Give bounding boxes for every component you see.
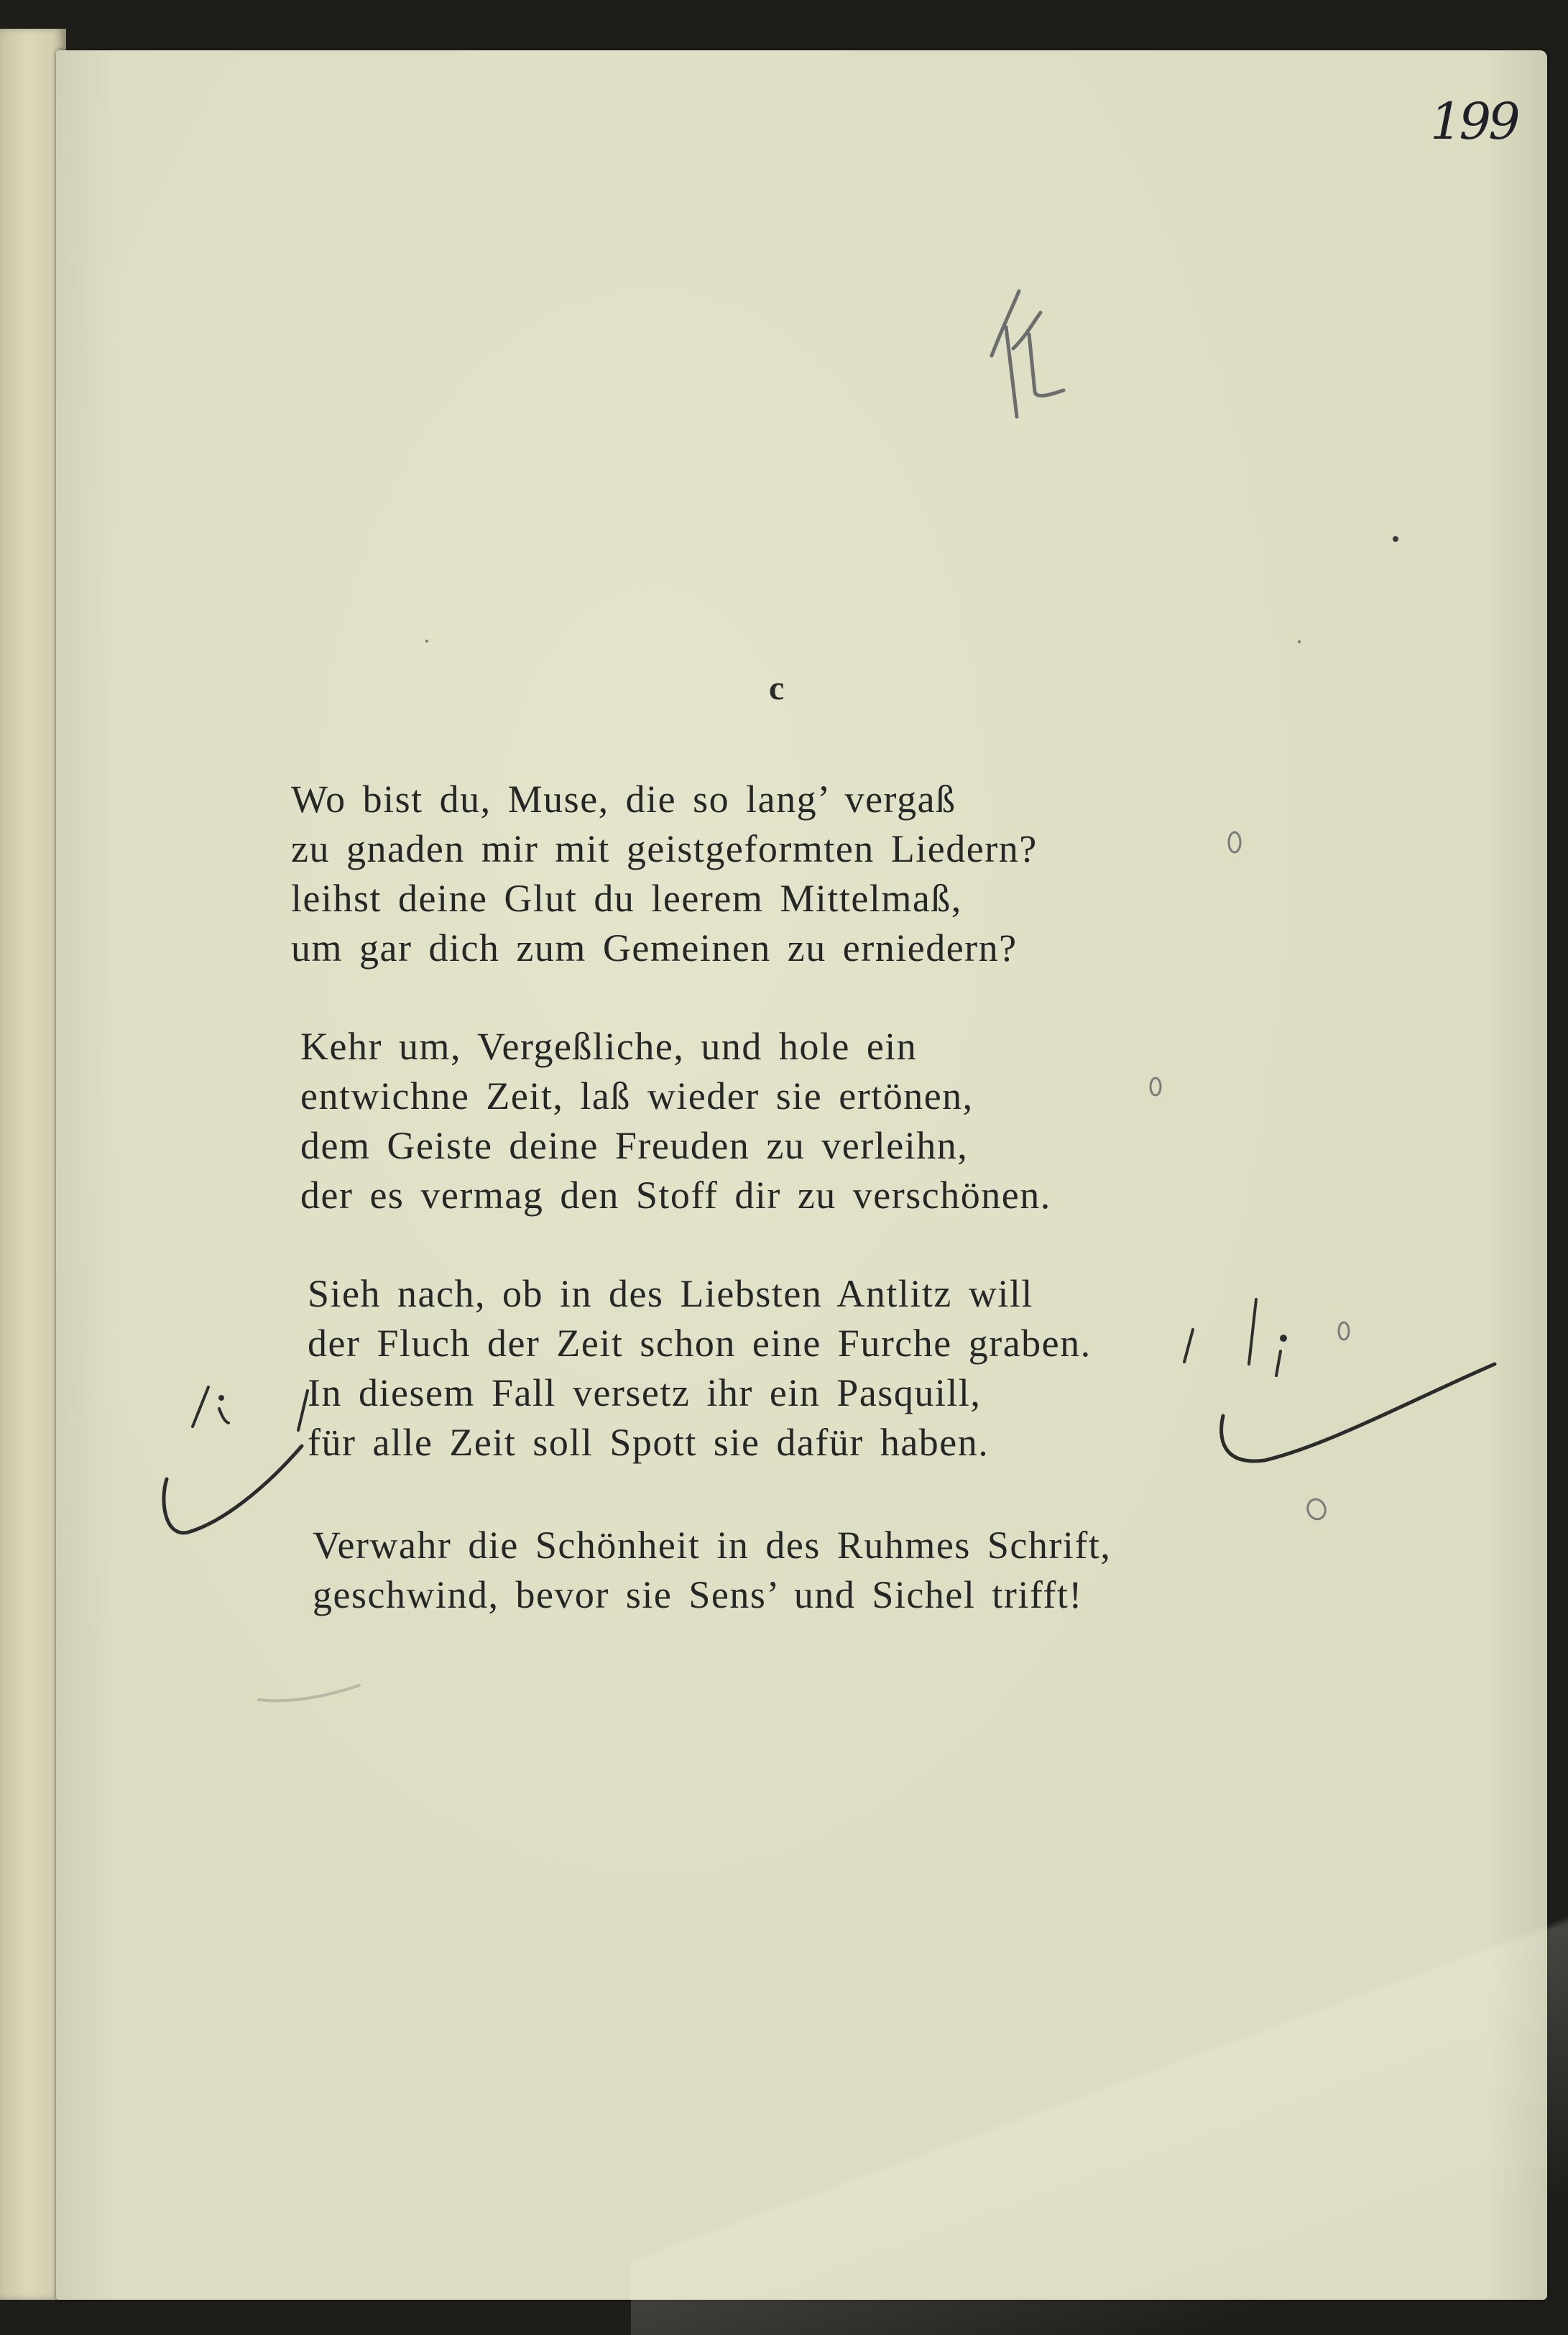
verse-line: entwichne Zeit, laß wieder sie ertönen, bbox=[300, 1074, 974, 1118]
verse-line: um gar dich zum Gemeinen zu erniedern? bbox=[291, 926, 1018, 970]
pencil-monogram bbox=[984, 284, 1071, 420]
verse-line: Verwahr die Schönheit in des Ruhmes Schrift, bbox=[313, 1524, 1112, 1567]
stanza-1 bbox=[291, 775, 1038, 973]
verse-line: geschwind, bevor sie Sens’ und Sichel trifft! bbox=[313, 1573, 1083, 1616]
verse-line: der Fluch der Zeit schon eine Furche graben. bbox=[308, 1322, 1092, 1365]
page-number: 199 bbox=[1430, 92, 1518, 151]
verse-line: Wo bist du, Muse, die so lang’ vergaß bbox=[291, 778, 956, 821]
verse-line: der es vermag den Stoff dir zu verschönen. bbox=[300, 1174, 1051, 1217]
verse-line: zu gnaden mir mit geistgeformten Liedern? bbox=[291, 827, 1038, 870]
page-fold-shadow bbox=[631, 1890, 1568, 2335]
verse-line: für alle Zeit soll Spott sie dafür haben. bbox=[308, 1421, 990, 1464]
verse-line: Kehr um, Vergeßliche, und hole ein bbox=[300, 1025, 918, 1068]
verse-line: leihst deine Glut du leerem Mittelmaß, bbox=[291, 877, 962, 920]
stanza-4 bbox=[313, 1521, 1111, 1620]
verse-line: In diesem Fall versetz ihr ein Pasquill, bbox=[308, 1371, 982, 1414]
verse-line: Sieh nach, ob in des Liebsten Antlitz will bbox=[308, 1272, 1033, 1315]
poem-title: c bbox=[769, 669, 785, 707]
verse-line: dem Geiste deine Freuden zu verleihn, bbox=[300, 1124, 969, 1167]
stanza-3 bbox=[308, 1269, 1092, 1468]
stanza-2 bbox=[300, 1022, 1051, 1220]
